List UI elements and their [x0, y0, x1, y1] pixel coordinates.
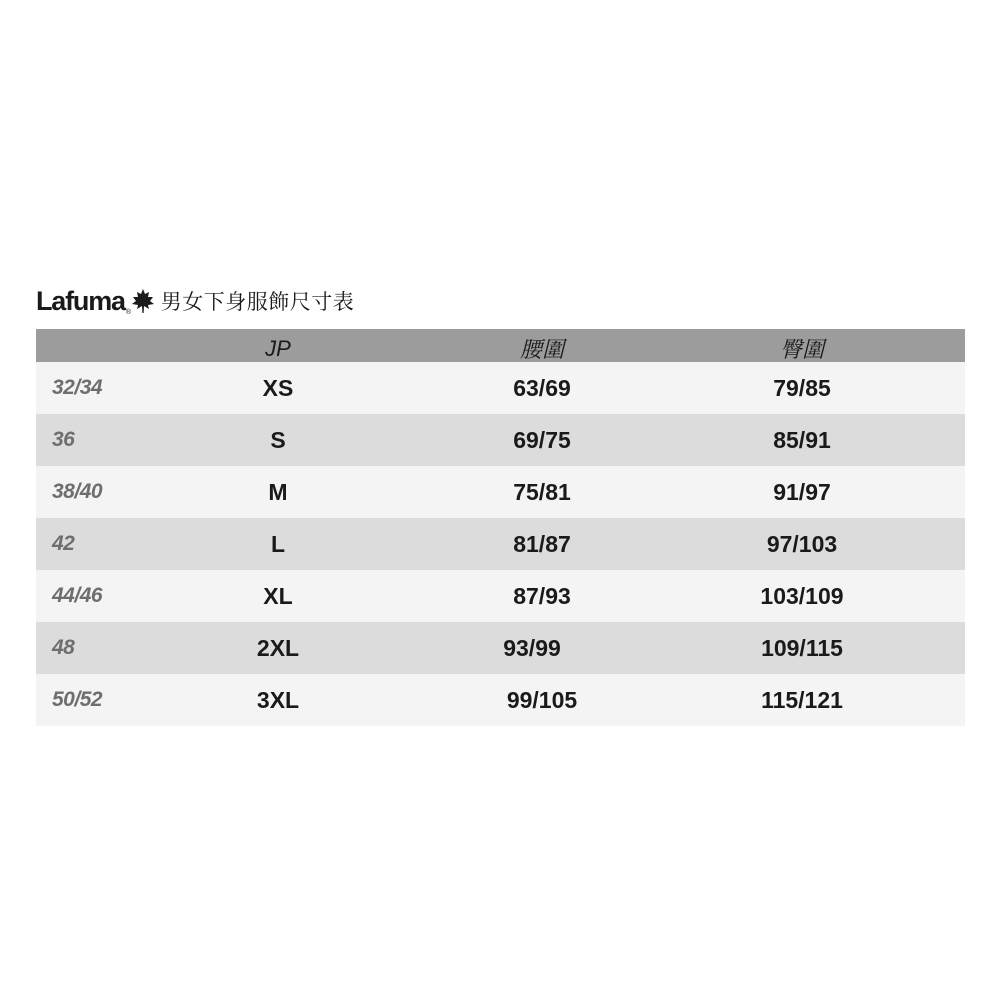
table-row — [36, 518, 965, 570]
hip-cell: 91/97 — [773, 478, 831, 505]
hip-cell: 103/109 — [760, 582, 844, 609]
jp-size-cell: XL — [263, 582, 293, 609]
brand-trademark: ® — [125, 308, 130, 316]
hip-cell: 79/85 — [773, 374, 831, 401]
eu-size-cell: 50/52 — [52, 688, 103, 711]
jp-size-cell: 3XL — [256, 686, 300, 713]
waist-cell: 93/99 — [503, 634, 561, 661]
jp-size-cell: XS — [262, 374, 294, 401]
eu-size-cell: 32/34 — [52, 376, 103, 399]
waist-cell: 69/75 — [513, 426, 571, 453]
eu-size-cell: 38/40 — [52, 480, 103, 503]
size-table — [36, 329, 965, 726]
eu-size-cell: 42 — [52, 532, 75, 555]
table-row — [36, 570, 965, 622]
eu-size-cell: 44/46 — [52, 584, 103, 607]
jp-size-cell: M — [268, 478, 288, 505]
jp-size-cell: S — [270, 426, 286, 453]
header-jp: JP — [265, 335, 291, 361]
chart-title-bar — [36, 282, 354, 320]
hip-cell: 85/91 — [773, 426, 831, 453]
brand-name: Lafuma — [36, 285, 125, 316]
table-row — [36, 466, 965, 518]
hip-cell: 97/103 — [766, 530, 838, 557]
waist-cell: 75/81 — [513, 478, 571, 505]
maple-leaf-icon — [131, 288, 155, 314]
waist-cell: 81/87 — [513, 530, 571, 557]
table-header-row — [36, 329, 965, 362]
waist-cell: 99/105 — [506, 686, 578, 713]
jp-size-cell: L — [270, 530, 286, 557]
eu-size-cell: 36 — [52, 428, 75, 451]
table-row — [36, 622, 965, 674]
waist-cell: 87/93 — [513, 582, 571, 609]
eu-size-cell: 48 — [52, 636, 75, 659]
jp-size-cell: 2XL — [256, 634, 300, 661]
brand-logo — [36, 285, 130, 316]
page-title: 男女下身服飾尺寸表 — [160, 290, 355, 314]
header-hip: 臀圍 — [779, 337, 824, 362]
table-row — [36, 674, 965, 726]
table-row — [36, 362, 965, 414]
waist-cell: 63/69 — [513, 374, 571, 401]
table-row — [36, 414, 965, 466]
header-waist: 腰圍 — [519, 337, 564, 362]
hip-cell: 115/121 — [761, 686, 843, 713]
hip-cell: 109/115 — [761, 634, 843, 661]
